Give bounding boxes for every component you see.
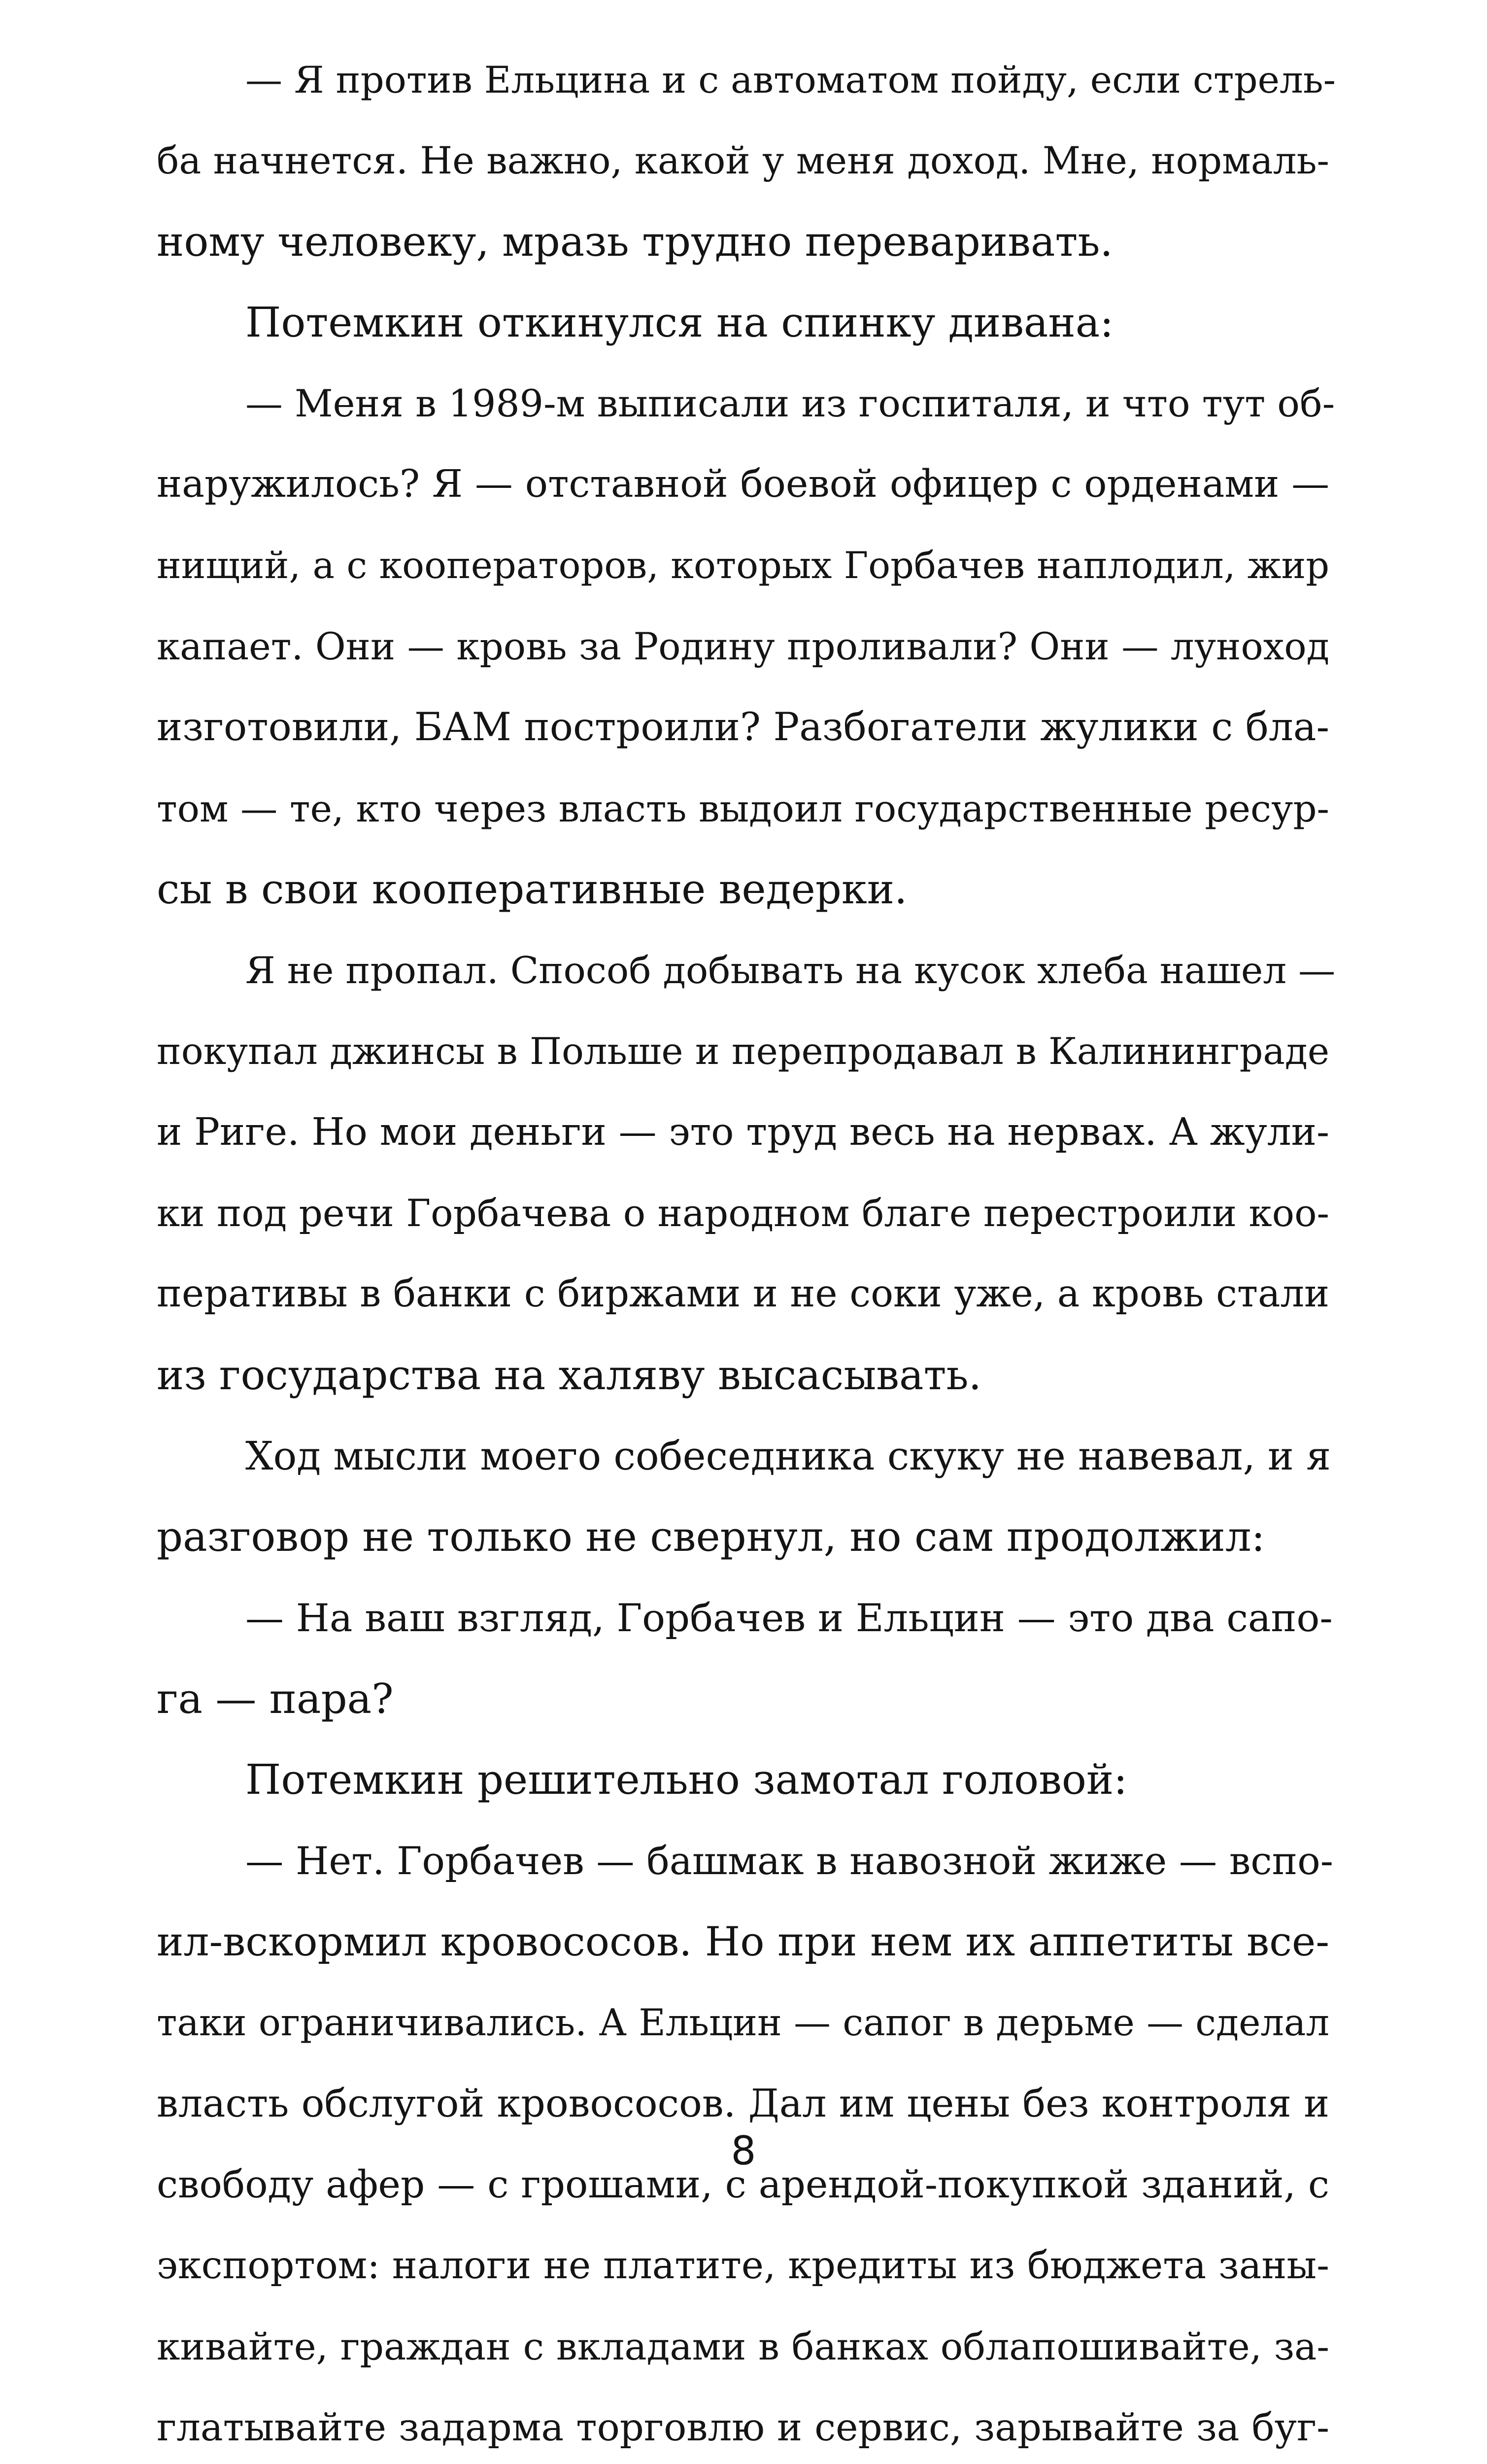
text-line: разговор не только не свернул, но сам продолжил:	[157, 1513, 1265, 1561]
text-line: покупал джинсы в Польше и перепродавал в Калининграде	[157, 1029, 1329, 1073]
text-line: Потемкин откинулся на спинку дивана:	[245, 298, 1114, 346]
text-line: таки ограничивались. А Ельцин — сапог в дерьме — сделал	[157, 2001, 1329, 2045]
text-line: ки под речи Горбачева о народном благе перестроили коо-	[157, 1192, 1329, 1235]
text-line: изготовили, БАМ построили? Разбогатели жулики с бла-	[157, 705, 1329, 750]
text-line: — На ваш взгляд, Горбачев и Ельцин — это два сапо-	[245, 1596, 1333, 1641]
text-line: — Нет. Горбачев — башмак в навозной жиже — вспо-	[245, 1839, 1333, 1883]
text-line: нищий, а с кооператоров, которых Горбачев наплодил, жир	[157, 544, 1329, 587]
text-line: ил-вскормил кровососов. Но при нем их аппетиты все-	[157, 1918, 1329, 1965]
text-line: — Меня в 1989-м выписали из госпиталя, и что тут об-	[245, 382, 1335, 426]
text-line: ному человеку, мразь трудно переваривать.	[157, 217, 1113, 266]
text-line: власть обслугой кровососов. Дал им цены без контроля и	[157, 2082, 1329, 2126]
text-line: га — пара?	[157, 1675, 394, 1723]
text-line: Ход мысли моего собеседника скуку не навевал, и я	[245, 1433, 1331, 1479]
page-number: 8	[731, 2128, 756, 2174]
text-line: — Я против Ельцина и с автоматом пойду, если стрель-	[245, 58, 1336, 102]
text-line: Я не пропал. Способ добывать на кусок хлеба нашел —	[245, 949, 1336, 992]
text-line: из государства на халяву высасывать.	[157, 1351, 981, 1399]
text-line: перативы в банки с биржами и не соки уже, а кровь стали	[157, 1272, 1329, 1316]
text-line: Потемкин решительно замотал головой:	[245, 1756, 1128, 1804]
text-line: и Риге. Но мои деньги — это труд весь на нервах. А жули-	[157, 1110, 1329, 1154]
text-line: том — те, кто через власть выдоил государственные ресур-	[157, 787, 1329, 830]
text-line: капает. Они — кровь за Родину проливали? Они — луноход	[157, 625, 1329, 669]
text-line: наружилось? Я — отставной боевой офицер с орденами —	[157, 462, 1329, 507]
text-line: ба начнется. Не важно, какой у меня доход. Мне, нормаль-	[157, 139, 1329, 183]
text-line: свободу афер — с грошами, с арендой-покупкой зданий, с	[157, 2162, 1329, 2207]
text-line: экспортом: налоги не платите, кредиты из бюджета заны-	[157, 2244, 1329, 2288]
body-text	[157, 39, 1336, 2464]
text-line: глатывайте задарма торговлю и сервис, зарывайте за буг-	[157, 2405, 1329, 2450]
text-line: кивайте, граждан с вкладами в банках облапошивайте, за-	[157, 2325, 1329, 2369]
text-line: сы в свои кооперативные ведерки.	[157, 865, 908, 913]
